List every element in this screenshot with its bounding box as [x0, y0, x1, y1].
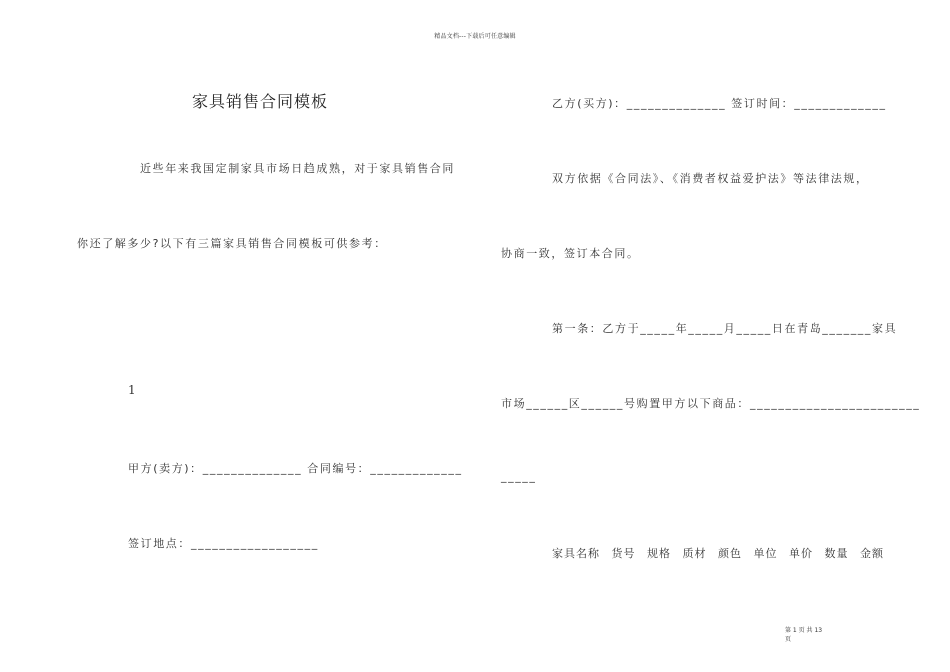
goods-table-header: [552, 545, 891, 561]
column-amount: 金额: [860, 547, 884, 560]
column-unit-price: 单价: [789, 547, 813, 560]
article-1-line-2: 市场______区______号购置甲方以下商品：________________________: [501, 397, 921, 410]
page-count-line-1: 第 1 页 共 13: [785, 627, 823, 634]
intro-paragraph-line-2: 你还了解多少?以下有三篇家具销售合同模板可供参考：: [77, 237, 387, 250]
article-1-line-1: 第一条：乙方于_____年_____月_____日在青岛_______家具: [552, 322, 898, 335]
intro-paragraph-line-1: 近些年来我国定制家具市场日趋成熟，对于家具销售合同: [140, 162, 455, 175]
column-quantity: 数量: [824, 547, 849, 560]
section-number: 1: [128, 383, 136, 397]
party-b-line: 乙方(买方)：______________ 签订时间：_____________: [552, 97, 887, 110]
legal-basis-line-1: 双方依据《合同法》、《消费者权益爱护法》等法律法规，: [552, 172, 869, 185]
document-title: 家具销售合同模板: [192, 92, 329, 111]
column-item-number: 货号: [611, 547, 636, 560]
column-color: 颜色: [718, 547, 742, 560]
page-count-line-2: 页: [785, 636, 792, 643]
document-header-note: 精品文档---下载后可任意编辑: [434, 33, 516, 40]
sign-place-line: 签订地点：__________________: [128, 537, 319, 550]
article-1-line-3: _____: [501, 470, 537, 483]
party-a-line: 甲方(卖方)：______________ 合同编号：_____________: [128, 462, 463, 475]
column-material: 质材: [682, 547, 707, 560]
legal-basis-line-2: 协商一致，签订本合同。: [501, 247, 640, 260]
column-specification: 规格: [647, 547, 671, 560]
column-unit: 单位: [753, 547, 778, 560]
page-footer: [785, 626, 822, 644]
column-furniture-name: 家具名称: [552, 547, 600, 560]
